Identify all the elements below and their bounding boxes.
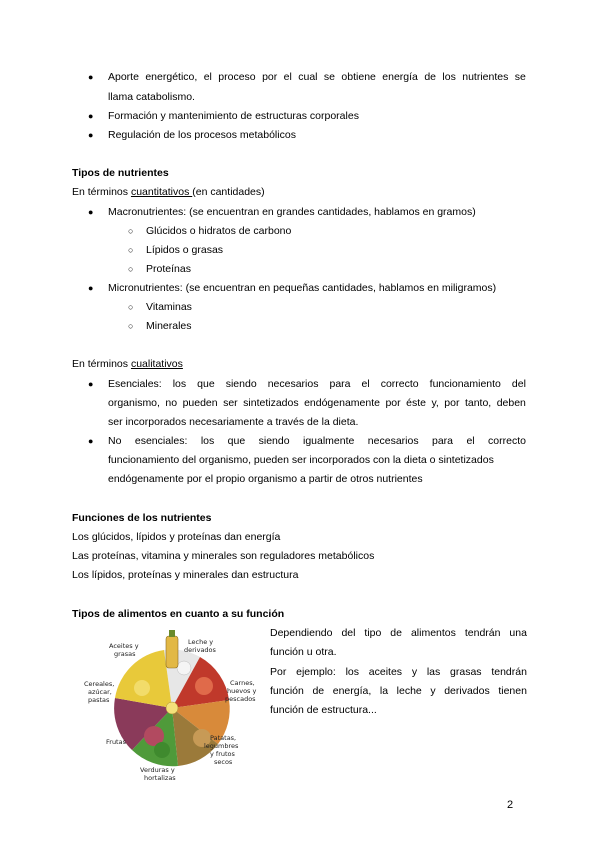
oil-bottle-icon <box>166 636 178 668</box>
word: por <box>385 397 401 409</box>
word: siendo <box>225 378 257 390</box>
word: los <box>172 378 187 390</box>
wheel-center-icon <box>166 702 178 714</box>
label-aceites: Aceites y grasas <box>109 642 139 658</box>
word: obtiene <box>341 71 376 83</box>
word: una <box>509 627 527 639</box>
word: que <box>227 435 246 447</box>
word: funcionamiento <box>429 378 501 390</box>
word: del <box>341 627 356 639</box>
funciones-line: Los lípidos, proteínas y minerales dan estructura <box>72 569 299 581</box>
cuantitativos-underlined: cuantitativos <box>130 186 193 198</box>
oil-bottle-cap-icon <box>169 630 175 637</box>
word: que <box>197 378 215 390</box>
wheel-segment-cereales <box>115 650 172 708</box>
word: se <box>323 71 336 83</box>
word: energético, <box>145 71 198 83</box>
word: ser <box>223 397 238 409</box>
word: Aporte <box>108 71 139 83</box>
word: la <box>379 685 389 697</box>
word: por <box>444 397 460 409</box>
cualitativos-underlined: cualitativos <box>130 358 183 370</box>
word: endógenamente <box>304 397 380 409</box>
word: para <box>432 435 454 447</box>
word: deben <box>496 397 526 409</box>
word: necesarios <box>367 435 419 447</box>
sub-bullet: ○ <box>128 321 134 331</box>
word: de <box>312 685 325 697</box>
sub-bullet: ○ <box>128 226 134 236</box>
food-bread-icon <box>134 680 150 696</box>
word: del <box>511 378 526 390</box>
page-number: 2 <box>507 799 514 811</box>
cualitativos-line: En términos cualitativos <box>72 358 183 370</box>
word: tipo <box>364 627 382 639</box>
food-vegetable-icon <box>154 742 170 758</box>
alimentos-p2-line-3: función de estructura... <box>270 704 377 716</box>
word: las <box>426 666 441 678</box>
macro-sub-item: Lípidos o grasas <box>146 244 224 256</box>
macro-sub-item: Proteínas <box>146 263 191 275</box>
bullet-dot: ● <box>88 436 94 446</box>
micro-sub-item: Minerales <box>146 320 192 332</box>
esenciales-line-1 <box>108 377 526 391</box>
word: alimentos <box>410 627 456 639</box>
macronutrientes-item: Macronutrientes: (se encuentran en grandes cantidades, hablamos en gramos) <box>108 206 476 218</box>
word: organismo, <box>108 397 160 409</box>
section-heading-tipos: Tipos de nutrientes <box>72 167 169 179</box>
food-milk-icon <box>177 661 191 675</box>
word: grasas <box>450 666 482 678</box>
word: tienen <box>498 685 527 697</box>
intro-item-3: Regulación de los procesos metabólicos <box>108 129 296 141</box>
alimentos-p1-line-2: función u otra. <box>270 646 337 658</box>
label-leche: Leche y derivados <box>184 638 216 654</box>
word: los <box>345 666 360 678</box>
no-esenciales-line-2: funcionamiento del organismo, pueden ser incorporados con la dieta o sintetizados <box>108 454 494 466</box>
word: tendrán <box>491 666 527 678</box>
word: para <box>329 378 351 390</box>
word: no <box>165 397 178 409</box>
word: correcto <box>380 378 419 390</box>
esenciales-line-3: ser incorporados necesariamente a través de la dieta. <box>108 416 359 428</box>
word: y <box>430 685 436 697</box>
food-meat-icon <box>195 677 213 695</box>
intro-item-2: Formación y mantenimiento de estructuras corporales <box>108 110 359 122</box>
esenciales-line-2 <box>108 396 526 410</box>
word: tendrán <box>464 627 501 639</box>
label-patatas: Patatas, legumbres y frutos secos <box>204 734 239 766</box>
sub-bullet: ○ <box>128 245 134 255</box>
bullet-dot: ● <box>88 207 94 217</box>
funciones-line: Los glúcidos, lípidos y proteínas dan energía <box>72 531 281 543</box>
word: Dependiendo <box>270 627 333 639</box>
word: cual <box>298 71 318 83</box>
micronutrientes-item: Micronutrientes: (se encuentran en pequeñas cantidades, hablamos en miligramos) <box>108 282 497 294</box>
word: el <box>283 71 292 83</box>
bullet-dot: ● <box>88 111 94 121</box>
word: esenciales: <box>134 435 188 447</box>
section-heading-alimentos: Tipos de alimentos en cuanto a su función <box>72 608 285 620</box>
word: pueden <box>182 397 218 409</box>
word: y, <box>431 397 439 409</box>
word: los <box>200 435 215 447</box>
word: No <box>108 435 122 447</box>
bullet-dot: ● <box>88 379 94 389</box>
macro-sub-item: Glúcidos o hidratos de carbono <box>146 225 292 237</box>
bullet-dot: ● <box>88 130 94 140</box>
label-frutas: Frutas <box>106 738 126 746</box>
cuantitativos-line: En términos cuantitativos (en cantidades) <box>72 186 265 198</box>
word: derivados <box>444 685 490 697</box>
word: necesarios <box>267 378 319 390</box>
word: ejemplo: <box>296 666 336 678</box>
label-carnes: Carnes, huevos y pescados <box>225 679 257 703</box>
word: función <box>270 685 304 697</box>
bullet-dot: ● <box>88 283 94 293</box>
alimentos-p2-line-1 <box>270 665 527 679</box>
food-wheel-illustration <box>84 630 264 780</box>
micro-sub-item: Vitaminas <box>146 301 192 313</box>
word: correcto <box>488 435 526 447</box>
no-esenciales-line-3: endógenamente por el propio organismo a partir de otros nutrientes <box>108 473 423 485</box>
intro-item-1-line-2: llama catabolismo. <box>108 91 195 103</box>
sub-bullet: ○ <box>128 302 134 312</box>
label-verduras: Verduras y hortalizas <box>140 766 176 780</box>
word: Esenciales: <box>108 378 162 390</box>
word: sintetizados <box>243 397 299 409</box>
word: los <box>442 71 456 83</box>
word: proceso <box>218 71 256 83</box>
word: energía, <box>332 685 372 697</box>
word: de <box>424 71 436 83</box>
word: y <box>411 666 418 678</box>
word: igualmente <box>303 435 355 447</box>
word: siendo <box>258 435 290 447</box>
no-esenciales-line-1 <box>108 434 526 448</box>
word: éste <box>406 397 426 409</box>
word: nutrientes <box>462 71 509 83</box>
word: Por <box>270 666 287 678</box>
bullet-dot: ● <box>88 72 94 82</box>
word: por <box>262 71 278 83</box>
word: el <box>361 378 370 390</box>
label-cereales: Cereales, azúcar, pastas <box>84 680 115 704</box>
word: leche <box>396 685 422 697</box>
word: aceites <box>368 666 403 678</box>
word: energía <box>382 71 418 83</box>
sub-bullet: ○ <box>128 264 134 274</box>
word: el <box>203 71 212 83</box>
alimentos-p2-line-2 <box>270 684 527 698</box>
word: tanto, <box>464 397 492 409</box>
funciones-line: Las proteínas, vitamina y minerales son reguladores metabólicos <box>72 550 375 562</box>
word: de <box>390 627 402 639</box>
alimentos-p1-line-1 <box>270 626 527 640</box>
section-heading-funciones: Funciones de los nutrientes <box>72 512 212 524</box>
word: el <box>466 435 475 447</box>
word: se <box>514 71 526 83</box>
intro-item-1-line-1 <box>108 70 526 84</box>
